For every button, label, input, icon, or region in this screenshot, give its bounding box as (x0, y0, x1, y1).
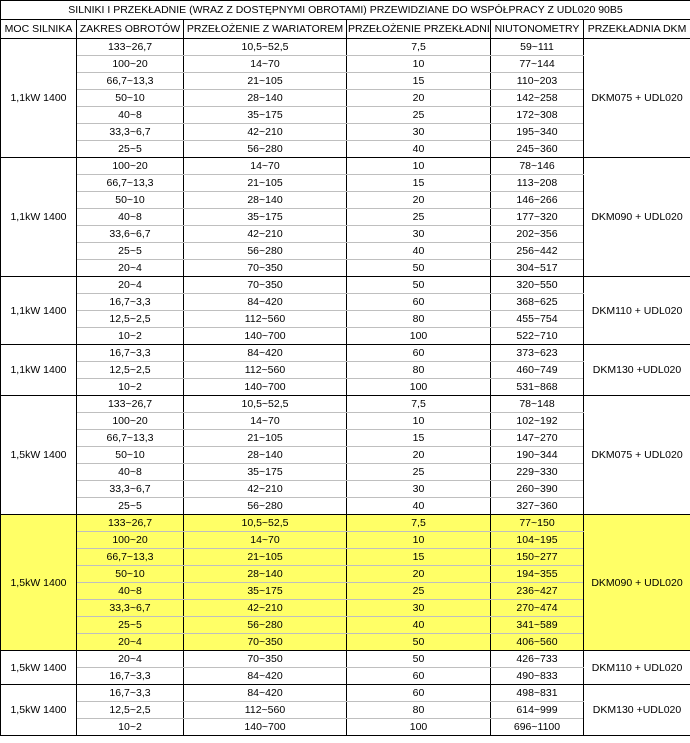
variator-ratio-cell: 28~140 (184, 566, 347, 583)
torque-cell: 455~754 (491, 311, 584, 328)
gear-ratio-cell: 7,5 (347, 515, 491, 532)
speed-range-cell: 25~5 (77, 141, 184, 158)
table-row (1, 685, 690, 702)
gear-ratio-cell: 50 (347, 651, 491, 668)
variator-ratio-cell: 14~70 (184, 532, 347, 549)
motor-power-cell: 1,5kW 1400 (1, 396, 77, 515)
variator-ratio-cell: 35~175 (184, 107, 347, 124)
header-zakres-obrotow: ZAKRES OBROTÓW (77, 20, 184, 39)
variator-ratio-cell: 112~560 (184, 702, 347, 719)
speed-range-cell: 10~2 (77, 719, 184, 736)
speed-range-cell: 50~10 (77, 90, 184, 107)
torque-cell: 78~146 (491, 158, 584, 175)
gear-ratio-cell: 40 (347, 243, 491, 260)
speed-range-cell: 50~10 (77, 566, 184, 583)
table-row (1, 39, 690, 56)
speed-range-cell: 33,6~6,7 (77, 226, 184, 243)
torque-cell: 113~208 (491, 175, 584, 192)
variator-ratio-cell: 21~105 (184, 549, 347, 566)
speed-range-cell: 100~20 (77, 413, 184, 430)
speed-range-cell: 25~5 (77, 617, 184, 634)
torque-cell: 236~427 (491, 583, 584, 600)
torque-cell: 77~144 (491, 56, 584, 73)
gear-ratio-cell: 10 (347, 532, 491, 549)
speed-range-cell: 12,5~2,5 (77, 362, 184, 379)
gear-ratio-cell: 25 (347, 209, 491, 226)
motor-power-cell: 1,1kW 1400 (1, 39, 77, 158)
variator-ratio-cell: 42~210 (184, 226, 347, 243)
speed-range-cell: 66,7~13,3 (77, 549, 184, 566)
variator-ratio-cell: 35~175 (184, 209, 347, 226)
speed-range-cell: 20~4 (77, 277, 184, 294)
table-row (1, 345, 690, 362)
table-header-row (1, 20, 690, 39)
variator-ratio-cell: 112~560 (184, 362, 347, 379)
variator-ratio-cell: 35~175 (184, 583, 347, 600)
speed-range-cell: 10~2 (77, 379, 184, 396)
variator-ratio-cell: 84~420 (184, 345, 347, 362)
speed-range-cell: 16,7~3,3 (77, 685, 184, 702)
torque-cell: 104~195 (491, 532, 584, 549)
gear-ratio-cell: 50 (347, 260, 491, 277)
variator-ratio-cell: 35~175 (184, 464, 347, 481)
header-niutonometry: NIUTONOMETRY (491, 20, 584, 39)
speed-range-cell: 40~8 (77, 464, 184, 481)
torque-cell: 147~270 (491, 430, 584, 447)
torque-cell: 260~390 (491, 481, 584, 498)
gear-ratio-cell: 10 (347, 413, 491, 430)
gear-ratio-cell: 20 (347, 447, 491, 464)
torque-cell: 341~589 (491, 617, 584, 634)
header-przelozenie-przekladni: PRZEŁOŻENIE PRZEKŁADNI (347, 20, 491, 39)
speed-range-cell: 133~26,7 (77, 396, 184, 413)
variator-ratio-cell: 10,5~52,5 (184, 39, 347, 56)
gear-ratio-cell: 80 (347, 702, 491, 719)
speed-range-cell: 25~5 (77, 498, 184, 515)
torque-cell: 460~749 (491, 362, 584, 379)
table-row (1, 396, 690, 413)
gear-ratio-cell: 60 (347, 668, 491, 685)
torque-cell: 490~833 (491, 668, 584, 685)
variator-ratio-cell: 70~350 (184, 260, 347, 277)
gear-ratio-cell: 15 (347, 549, 491, 566)
gear-ratio-cell: 30 (347, 600, 491, 617)
dkm-gearbox-cell: DKM090 + UDL020 (584, 515, 690, 651)
speed-range-cell: 20~4 (77, 260, 184, 277)
gear-ratio-cell: 7,5 (347, 39, 491, 56)
variator-ratio-cell: 112~560 (184, 311, 347, 328)
gear-ratio-cell: 25 (347, 107, 491, 124)
motor-power-cell: 1,1kW 1400 (1, 345, 77, 396)
variator-ratio-cell: 56~280 (184, 141, 347, 158)
speed-range-cell: 12,5~2,5 (77, 311, 184, 328)
variator-ratio-cell: 70~350 (184, 634, 347, 651)
dkm-gearbox-cell: DKM130 +UDL020 (584, 345, 690, 396)
gear-ratio-cell: 10 (347, 56, 491, 73)
gear-ratio-cell: 50 (347, 277, 491, 294)
speed-range-cell: 16,7~3,3 (77, 294, 184, 311)
torque-cell: 498~831 (491, 685, 584, 702)
variator-ratio-cell: 140~700 (184, 379, 347, 396)
torque-cell: 270~474 (491, 600, 584, 617)
variator-ratio-cell: 14~70 (184, 56, 347, 73)
torque-cell: 245~360 (491, 141, 584, 158)
variator-ratio-cell: 14~70 (184, 413, 347, 430)
torque-cell: 373~623 (491, 345, 584, 362)
torque-cell: 177~320 (491, 209, 584, 226)
variator-ratio-cell: 84~420 (184, 668, 347, 685)
gear-ratio-cell: 60 (347, 685, 491, 702)
gear-ratio-cell: 50 (347, 634, 491, 651)
variator-ratio-cell: 14~70 (184, 158, 347, 175)
gear-ratio-cell: 25 (347, 583, 491, 600)
variator-ratio-cell: 140~700 (184, 719, 347, 736)
speed-range-cell: 33,3~6,7 (77, 481, 184, 498)
dkm-gearbox-cell: DKM110 + UDL020 (584, 277, 690, 345)
table-row (1, 158, 690, 175)
table-title: SILNIKI I PRZEKŁADNIE (WRAZ Z DOSTĘPNYMI OBROTAMI) PRZEWIDZIANE DO WSPÓŁPRACY Z UDL020 90B5 (1, 1, 690, 20)
speed-range-cell: 40~8 (77, 209, 184, 226)
speed-range-cell: 133~26,7 (77, 39, 184, 56)
speed-range-cell: 10~2 (77, 328, 184, 345)
torque-cell: 150~277 (491, 549, 584, 566)
torque-cell: 426~733 (491, 651, 584, 668)
variator-ratio-cell: 28~140 (184, 447, 347, 464)
torque-cell: 531~868 (491, 379, 584, 396)
dkm-gearbox-cell: DKM075 + UDL020 (584, 39, 690, 158)
torque-cell: 614~999 (491, 702, 584, 719)
gear-ratio-cell: 25 (347, 464, 491, 481)
gear-ratio-cell: 30 (347, 226, 491, 243)
speed-range-cell: 16,7~3,3 (77, 345, 184, 362)
dkm-gearbox-cell: DKM110 + UDL020 (584, 651, 690, 685)
torque-cell: 77~150 (491, 515, 584, 532)
gear-ratio-cell: 20 (347, 90, 491, 107)
variator-ratio-cell: 42~210 (184, 600, 347, 617)
variator-ratio-cell: 84~420 (184, 685, 347, 702)
header-przekladnia-dkm: PRZEKŁADNIA DKM (584, 20, 690, 39)
variator-ratio-cell: 42~210 (184, 124, 347, 141)
gear-ratio-cell: 15 (347, 430, 491, 447)
gear-ratio-cell: 40 (347, 617, 491, 634)
table-row (1, 277, 690, 294)
gear-ratio-cell: 100 (347, 379, 491, 396)
variator-ratio-cell: 56~280 (184, 498, 347, 515)
speed-range-cell: 33,3~6,7 (77, 600, 184, 617)
gear-ratio-cell: 80 (347, 311, 491, 328)
torque-cell: 202~356 (491, 226, 584, 243)
speed-range-cell: 20~4 (77, 634, 184, 651)
table-title-row (1, 1, 690, 20)
speed-range-cell: 12,5~2,5 (77, 702, 184, 719)
table-row (1, 651, 690, 668)
gear-ratio-cell: 30 (347, 124, 491, 141)
gear-ratio-cell: 80 (347, 362, 491, 379)
speed-range-cell: 100~20 (77, 56, 184, 73)
motor-power-cell: 1,5kW 1400 (1, 515, 77, 651)
gear-ratio-cell: 40 (347, 141, 491, 158)
gear-ratio-cell: 60 (347, 294, 491, 311)
variator-ratio-cell: 21~105 (184, 430, 347, 447)
torque-cell: 522~710 (491, 328, 584, 345)
speed-range-cell: 40~8 (77, 107, 184, 124)
speed-range-cell: 20~4 (77, 651, 184, 668)
torque-cell: 146~266 (491, 192, 584, 209)
gear-ratio-cell: 60 (347, 345, 491, 362)
speed-range-cell: 25~5 (77, 243, 184, 260)
dkm-gearbox-cell: DKM090 + UDL020 (584, 158, 690, 277)
variator-ratio-cell: 140~700 (184, 328, 347, 345)
torque-cell: 320~550 (491, 277, 584, 294)
speed-range-cell: 33,3~6,7 (77, 124, 184, 141)
variator-ratio-cell: 21~105 (184, 175, 347, 192)
torque-cell: 406~560 (491, 634, 584, 651)
header-moc-silnika: MOC SILNIKA (1, 20, 77, 39)
motor-power-cell: 1,1kW 1400 (1, 158, 77, 277)
variator-ratio-cell: 70~350 (184, 651, 347, 668)
torque-cell: 102~192 (491, 413, 584, 430)
torque-cell: 59~111 (491, 39, 584, 56)
gear-ratio-cell: 20 (347, 566, 491, 583)
speed-range-cell: 100~20 (77, 532, 184, 549)
gear-ratio-cell: 40 (347, 498, 491, 515)
header-przelozenie-z-wariatorem: PRZEŁOŻENIE Z WARIATOREM (184, 20, 347, 39)
gear-ratio-cell: 100 (347, 328, 491, 345)
speed-range-cell: 66,7~13,3 (77, 73, 184, 90)
gear-ratio-cell: 15 (347, 73, 491, 90)
speed-range-cell: 40~8 (77, 583, 184, 600)
variator-ratio-cell: 28~140 (184, 90, 347, 107)
gear-ratio-cell: 15 (347, 175, 491, 192)
motor-power-cell: 1,5kW 1400 (1, 651, 77, 685)
torque-cell: 172~308 (491, 107, 584, 124)
motor-power-cell: 1,5kW 1400 (1, 685, 77, 736)
torque-cell: 696~1100 (491, 719, 584, 736)
speed-range-cell: 100~20 (77, 158, 184, 175)
torque-cell: 142~258 (491, 90, 584, 107)
torque-cell: 256~442 (491, 243, 584, 260)
speed-range-cell: 50~10 (77, 192, 184, 209)
variator-ratio-cell: 56~280 (184, 243, 347, 260)
speed-range-cell: 66,7~13,3 (77, 430, 184, 447)
variator-ratio-cell: 70~350 (184, 277, 347, 294)
torque-cell: 190~344 (491, 447, 584, 464)
variator-ratio-cell: 10,5~52,5 (184, 515, 347, 532)
table-row (1, 515, 690, 532)
speed-range-cell: 50~10 (77, 447, 184, 464)
gear-ratio-cell: 10 (347, 158, 491, 175)
gear-ratio-cell: 20 (347, 192, 491, 209)
torque-cell: 304~517 (491, 260, 584, 277)
variator-ratio-cell: 56~280 (184, 617, 347, 634)
speed-range-cell: 133~26,7 (77, 515, 184, 532)
torque-cell: 195~340 (491, 124, 584, 141)
motor-power-cell: 1,1kW 1400 (1, 277, 77, 345)
variator-ratio-cell: 10,5~52,5 (184, 396, 347, 413)
speed-range-cell: 66,7~13,3 (77, 175, 184, 192)
variator-ratio-cell: 42~210 (184, 481, 347, 498)
gear-ratio-cell: 100 (347, 719, 491, 736)
gear-ratio-cell: 30 (347, 481, 491, 498)
torque-cell: 78~148 (491, 396, 584, 413)
torque-cell: 327~360 (491, 498, 584, 515)
speed-range-cell: 16,7~3,3 (77, 668, 184, 685)
gear-ratio-cell: 7,5 (347, 396, 491, 413)
variator-ratio-cell: 21~105 (184, 73, 347, 90)
torque-cell: 110~203 (491, 73, 584, 90)
table-body (1, 1, 690, 736)
torque-cell: 368~625 (491, 294, 584, 311)
torque-cell: 229~330 (491, 464, 584, 481)
variator-ratio-cell: 28~140 (184, 192, 347, 209)
variator-ratio-cell: 84~420 (184, 294, 347, 311)
dkm-gearbox-cell: DKM075 + UDL020 (584, 396, 690, 515)
dkm-gearbox-cell: DKM130 +UDL020 (584, 685, 690, 736)
torque-cell: 194~355 (491, 566, 584, 583)
